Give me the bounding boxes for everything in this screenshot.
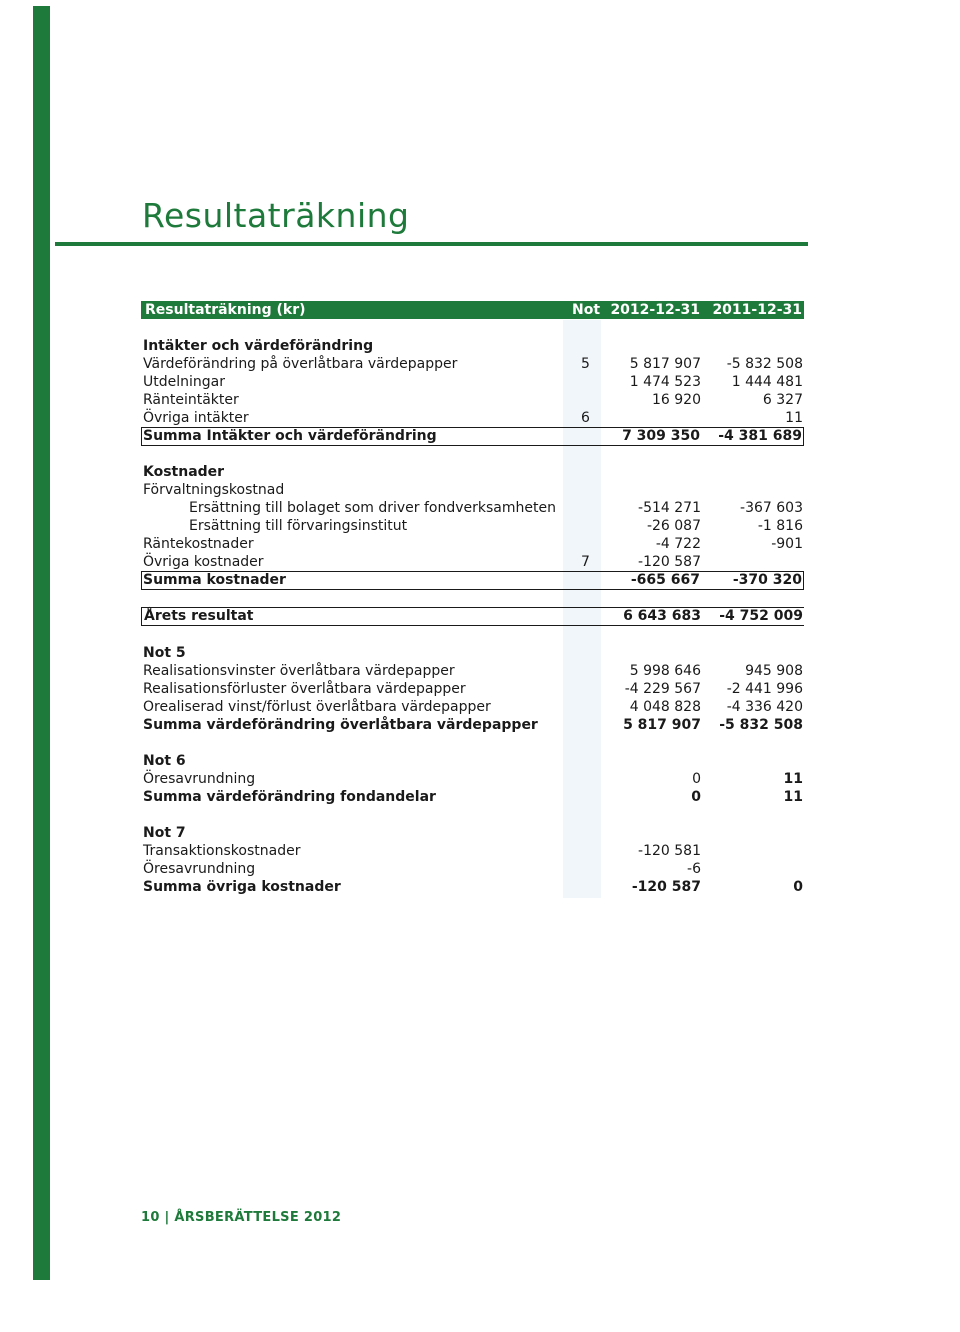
page-footer: 10 | ÅRSBERÄTTELSE 2012 [141,1210,342,1225]
note-heading-6: Not 6 [143,753,186,769]
section-heading-costs: Kostnader [143,464,225,480]
header-year-2011: 2011-12-31 [712,302,802,318]
table-row: Realisationsvinster överlåtbara värdepapper 5 998 646 945 908 [143,663,803,679]
header-year-2012: 2012-12-31 [610,302,700,318]
title-divider [55,242,808,246]
summary-row-note-7: Summa övriga kostnader -120 587 0 [143,879,803,895]
summary-row-note-6: Summa värdeförändring fondandelar 0 11 [143,789,803,805]
table-row: Övriga intäkter 6 11 [143,410,803,426]
table-row: Värdeförändring på överlåtbara värdepapper 5 5 817 907 -5 832 508 [143,356,803,372]
table-row: Transaktionskostnader -120 581 [143,843,701,859]
header-note: Not [572,302,601,318]
note-heading-7: Not 7 [143,825,186,841]
table-row: Ersättning till bolaget som driver fondverksamheten -514 271 -367 603 [189,500,803,516]
table-header [141,301,804,319]
table-row: Ersättning till förvaringsinstitut -26 087 -1 816 [189,518,803,534]
left-accent-bar [33,6,50,1280]
header-label: Resultaträkning (kr) [145,302,306,318]
summary-row-note-5: Summa värdeförändring överlåtbara värdepapper 5 817 907 -5 832 508 [143,717,803,733]
table-row: Realisationsförluster överlåtbara värdepapper -4 229 567 -2 441 996 [143,681,803,697]
table-row: Öresavrundning -6 [143,861,701,877]
summary-row-costs: Summa kostnader -665 667 -370 320 [143,572,802,588]
table-row: Ränteintäkter 16 920 6 327 [143,392,803,408]
summary-row-income: Summa Intäkter och värdeförändring 7 309 350 -4 381 689 [143,428,802,444]
table-row: Utdelningar 1 474 523 1 444 481 [143,374,803,390]
table-row: Förvaltningskostnad [143,482,285,498]
note-heading-5: Not 5 [143,645,186,661]
section-heading-income: Intäkter och värdeförändring [143,338,374,354]
table-row: Orealiserad vinst/förlust överlåtbara värdepapper 4 048 828 -4 336 420 [143,699,803,715]
summary-row-result: Årets resultat 6 643 683 -4 752 009 [141,607,804,626]
page-title: Resultaträkning [142,196,410,235]
table-row: Övriga kostnader 7 -120 587 [143,554,701,570]
table-row: Öresavrundning 0 11 [143,771,803,787]
table-row: Räntekostnader -4 722 -901 [143,536,803,552]
